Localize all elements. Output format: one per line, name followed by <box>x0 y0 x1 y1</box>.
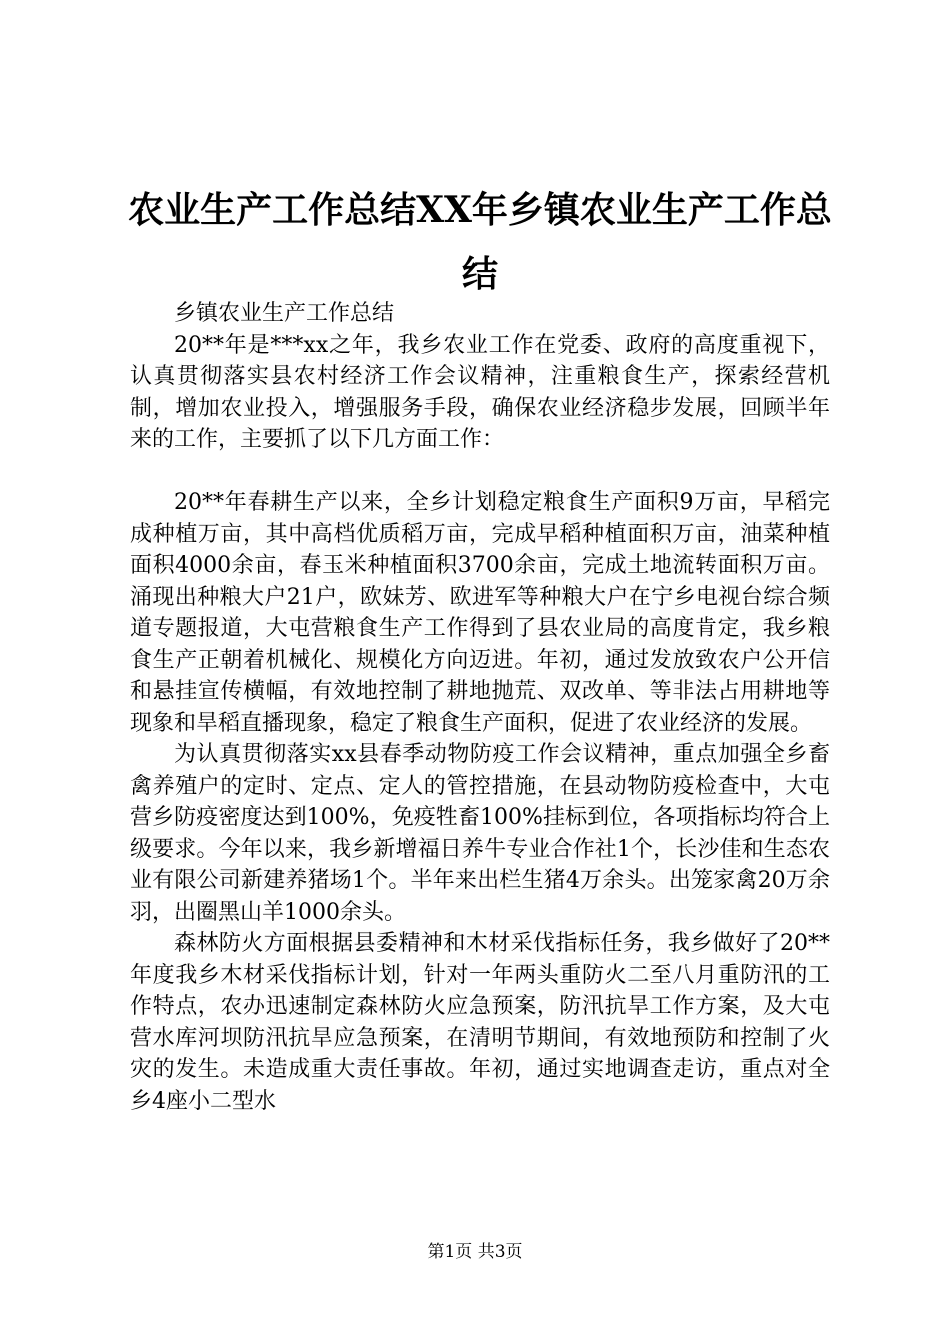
page-footer: 第1页 共3页 <box>427 1242 523 1262</box>
body-paragraph-livestock: 为认真贯彻落实xx县春季动物防疫工作会议精神，重点加强全乡畜禽养殖户的定时、定点、定人的管控措施，在县动物防疫检查中，大屯营乡防疫密度达到100%，免疫牲畜100%挂标到位，各项指标均符合上级要求。今年以来，我乡新增福日养牛专业合作社1个，长沙佳和生态农业有限公司新建养猪场1个。半年来出栏生猪4万余头。出笼家禽20万余羽，出圈黑山羊1000余头。 <box>130 742 830 925</box>
document-body <box>130 298 830 1117</box>
body-paragraph-grain: 20**年春耕生产以来，全乡计划稳定粮食生产面积9万亩，早稻完成种植万亩，其中高档优质稻万亩，完成早稻种植面积万亩，油菜种植面积4000余亩，春玉米种植面积3700余亩，完成土地流转面积万亩。涌现出种粮大户21户，欧妹芳、欧进军等种粮大户在宁乡电视台综合频道专题报道，大屯营粮食生产工作得到了县农业局的高度肯定，我乡粮食生产正朝着机械化、规模化方向迈进。年初，通过发放致农户公开信和悬挂宣传横幅，有效地控制了耕地抛荒、双改单、等非法占用耕地等现象和旱稻直播现象，稳定了粮食生产面积，促进了农业经济的发展。 <box>130 490 830 736</box>
body-paragraph-forestry: 森林防火方面根据县委精神和木材采伐指标任务，我乡做好了20**年度我乡木材采伐指标计划，针对一年两头重防火二至八月重防汛的工作特点，农办迅速制定森林防火应急预案，防汛抗旱工作方案，及大屯营水库河坝防汛抗旱应急预案，在清明节期间，有效地预防和控制了火灾的发生。未造成重大责任事故。年初，通过实地调查走访，重点对全乡4座小二型水 <box>130 931 830 1114</box>
subtitle-paragraph: 乡镇农业生产工作总结 <box>174 301 395 326</box>
body-paragraph-intro: 20**年是***xx之年，我乡农业工作在党委、政府的高度重视下，认真贯彻落实县农村经济工作会议精神，注重粮食生产，探索经营机制，增加农业投入，增强服务手段，确保农业经济稳步发展，回顾半年来的工作，主要抓了以下几方面工作： <box>130 332 830 452</box>
document-title: 农业生产工作总结XX年乡镇农业生产工作总结 <box>128 189 832 295</box>
